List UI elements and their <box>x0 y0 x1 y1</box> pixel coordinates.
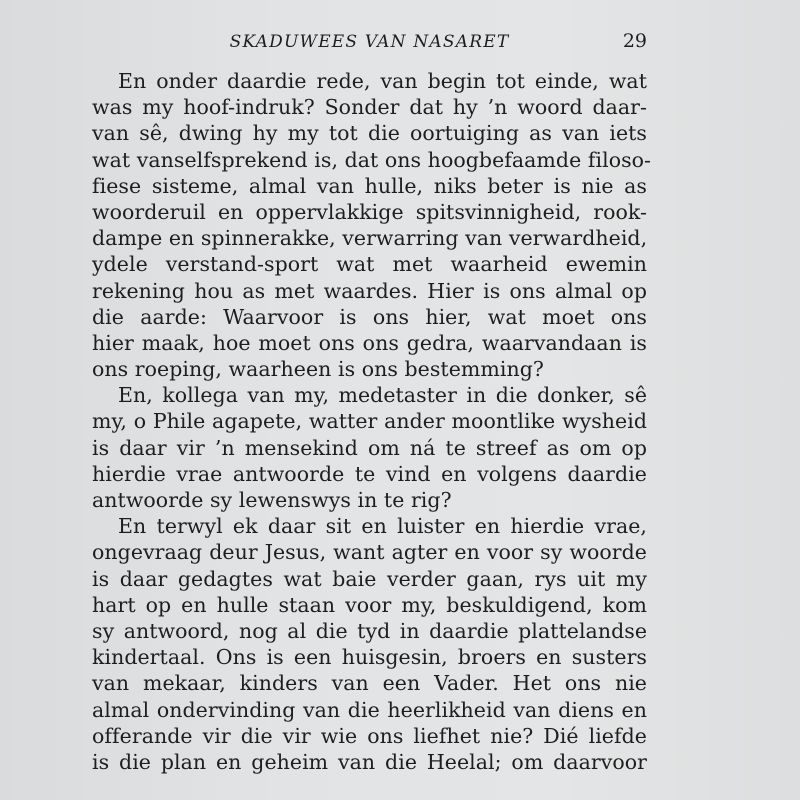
text-line: die aarde: Waarvoor is ons hier, wat moet ons <box>92 304 647 329</box>
text-line: wat vanselfsprekend is, dat ons hoogbefaamde filoso- <box>92 147 652 172</box>
text-line: is daar gedagtes wat baie verder gaan, rys uit my <box>92 566 647 591</box>
text-line: van sê, dwing hy my tot die oortuiging as van iets <box>92 121 647 146</box>
text-line: dampe en spinnerakke, verwarring van verwardheid, <box>92 226 648 251</box>
text-line: En, kollega van my, medetaster in die donker, sê <box>118 383 647 408</box>
text-line: my, o Phile agapete, watter ander moontlike wysheid <box>92 409 647 434</box>
text-line: kindertaal. Ons is een huisgesin, broers en susters <box>92 645 647 670</box>
running-title: SKADUWEES VAN NASARET <box>229 32 510 52</box>
text-line: rekening hou as met waardes. Hier is ons almal op <box>92 278 647 303</box>
text-line: almal ondervinding van die heerlikheid van diens en <box>92 697 647 722</box>
text-line: woorderuil en oppervlakkige spitsvinnigheid, rook- <box>92 199 647 224</box>
text-line: is die plan en geheim van die Heelal; om daarvoor <box>92 749 647 774</box>
text-line: van mekaar, kinders van een Vader. Het ons nie <box>92 671 647 696</box>
text-line: En onder daardie rede, van begin tot einde, wat <box>118 69 647 93</box>
text-line: hart op en hulle staan voor my, beskuldigend, kom <box>92 592 647 617</box>
text-line: is daar vir ’n mensekind om ná te streef as om op <box>92 435 647 460</box>
text-line: sy antwoord, nog al die tyd in daardie plattelandse <box>92 618 647 643</box>
text-line: En terwyl ek daar sit en luister en hierdie vrae, <box>118 514 647 539</box>
text-line: antwoorde sy lewenswys in te rig? <box>92 488 452 512</box>
page-number: 29 <box>622 30 647 52</box>
text-line: hier maak, hoe moet ons ons gedra, waarvandaan is <box>92 330 647 355</box>
text-line: hierdie vrae antwoorde te vind en volgens daardie <box>92 461 647 486</box>
text-line: was my hoof-indruk? Sonder dat hy ’n woord daar- <box>92 95 647 120</box>
body-text <box>92 68 652 775</box>
running-head <box>92 30 647 54</box>
text-line: offerande vir die vir wie ons liefhet nie? Dié liefde <box>92 723 647 748</box>
text-line: ons roeping, waarheen is ons bestemming? <box>92 357 544 382</box>
text-line: ydele verstand-sport wat met waarheid ewemin <box>92 252 647 277</box>
text-line: ongevraag deur Jesus, want agter en voor sy woorde <box>92 540 647 565</box>
text-line: fiese sisteme, almal van hulle, niks beter is nie as <box>92 173 647 198</box>
